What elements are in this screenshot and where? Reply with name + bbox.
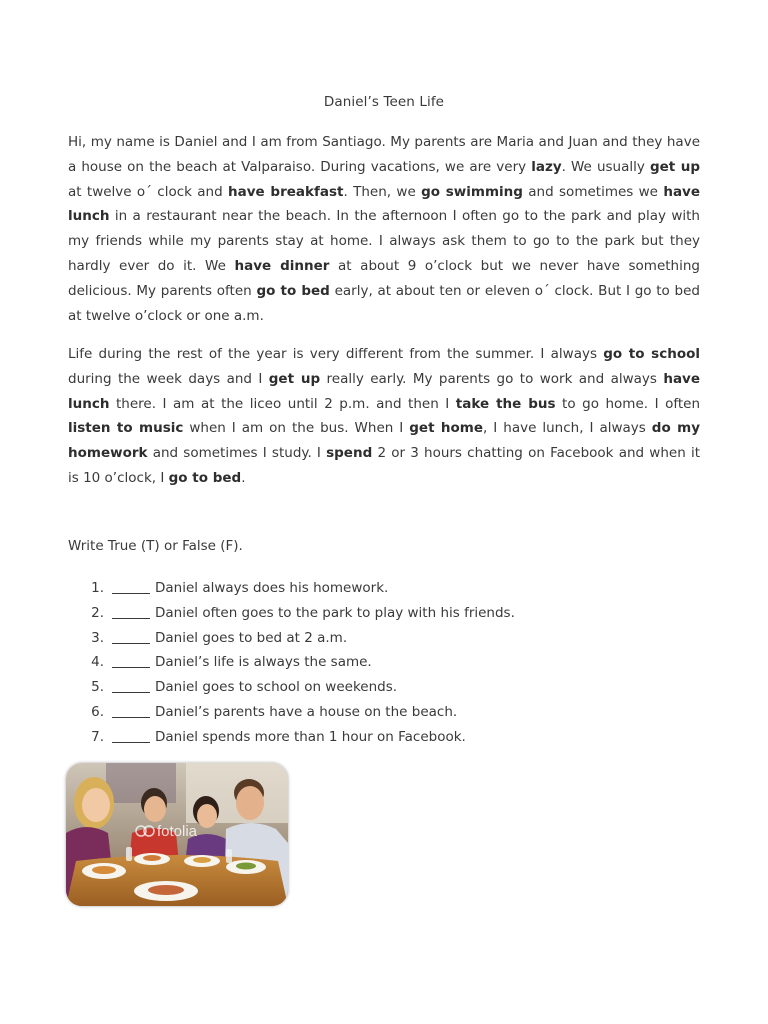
- item-statement: Daniel spends more than 1 hour on Facebook.: [155, 728, 466, 745]
- item-number: 4.: [91, 654, 104, 671]
- item-number: 5.: [91, 679, 104, 696]
- bold-phrase: take the bus: [455, 395, 556, 412]
- answer-blank[interactable]: [112, 653, 150, 668]
- item-statement: Daniel’s life is always the same.: [155, 654, 372, 671]
- list-item: [68, 675, 515, 700]
- answer-blank[interactable]: [112, 579, 150, 594]
- text-run: .: [241, 469, 246, 486]
- paragraph-summer: [68, 130, 700, 328]
- text-run: at twelve o´ clock and: [68, 183, 229, 200]
- item-number: 6.: [91, 703, 104, 720]
- bold-phrase: do my homework: [68, 420, 700, 462]
- bold-phrase: lazy: [531, 158, 562, 175]
- bold-phrase: go to bed: [256, 282, 330, 299]
- item-statement: Daniel always does his homework.: [155, 580, 389, 596]
- text-run: at about 9 o’clock but we never have something delicious. My parents often: [68, 257, 700, 299]
- bold-phrase: have dinner: [234, 257, 330, 274]
- text-run: and sometimes I study. I: [147, 445, 327, 462]
- text-run: really early. My parents go to work and always: [320, 370, 664, 387]
- text-run: . We usually: [561, 158, 650, 175]
- item-statement: Daniel goes to bed at 2 a.m.: [155, 629, 348, 646]
- text-run: in a restaurant near the beach. In the afternoon I often go to the park and play with my friends while my parents stay at home. I always ask them to go to the park but they hardly ever do it. We: [68, 208, 700, 274]
- item-statement: Daniel goes to school on weekends.: [155, 679, 398, 696]
- text-run: early, at about ten or eleven o´ clock. But I go to bed at twelve o’clock or one a.m.: [68, 282, 700, 324]
- bold-phrase: go swimming: [421, 183, 523, 200]
- answer-blank[interactable]: [112, 703, 150, 718]
- answer-blank[interactable]: [112, 629, 150, 644]
- bold-phrase: have breakfast: [228, 183, 344, 200]
- paragraph-school-year: [68, 342, 700, 491]
- item-statement: Daniel’s parents have a house on the beach.: [155, 703, 458, 720]
- text-run: Life during the rest of the year is very different from the summer. I always: [68, 346, 604, 362]
- item-number: 7.: [91, 728, 104, 745]
- text-run: Hi, my name is Daniel and I am from Santiago. My parents are Maria and Juan and they have a house on the beach at Valparaiso. During vacations, we are very: [68, 134, 700, 175]
- item-statement: Daniel often goes to the park to play with his friends.: [155, 604, 515, 621]
- bold-phrase: listen to music: [68, 420, 184, 437]
- answer-blank[interactable]: [112, 728, 150, 743]
- photo-watermark: fotolia: [157, 823, 198, 840]
- bold-phrase: have lunch: [68, 370, 701, 412]
- answer-blank[interactable]: [112, 678, 150, 693]
- list-item: [68, 626, 515, 651]
- text-run: . Then, we: [343, 183, 422, 200]
- text-run: during the week days and I: [68, 370, 269, 387]
- text-run: there. I am at the liceo until 2 p.m. and then I: [109, 395, 456, 412]
- page-title: Daniel’s Teen Life: [323, 94, 445, 110]
- bold-phrase: go to school: [603, 346, 700, 362]
- item-number: 3.: [91, 629, 104, 646]
- family-dinner-photo: [66, 763, 288, 906]
- true-false-list: [68, 576, 515, 750]
- list-item: [68, 700, 515, 725]
- bold-phrase: get up: [268, 370, 321, 387]
- text-run: when I am on the bus. When I: [183, 420, 410, 437]
- text-run: and sometimes we: [522, 183, 664, 200]
- exercise-instruction: Write True (T) or False (F).: [68, 538, 243, 554]
- list-item: [68, 601, 515, 626]
- bold-phrase: spend: [326, 445, 373, 462]
- list-item: [68, 725, 515, 750]
- text-run: 2 or 3 hours chatting on Facebook and when it is 10 o’clock, I: [68, 445, 700, 486]
- list-item: [68, 576, 515, 601]
- bold-phrase: get home: [409, 420, 484, 437]
- bold-phrase: go to bed: [168, 469, 242, 486]
- item-number: 1.: [91, 580, 104, 596]
- bold-phrase: have lunch: [68, 183, 701, 225]
- bold-phrase: get up: [649, 158, 700, 175]
- list-item: [68, 650, 515, 675]
- answer-blank[interactable]: [112, 604, 150, 619]
- item-number: 2.: [91, 604, 104, 621]
- text-run: , I have lunch, I always: [483, 420, 652, 437]
- text-run: to go home. I often: [555, 395, 701, 412]
